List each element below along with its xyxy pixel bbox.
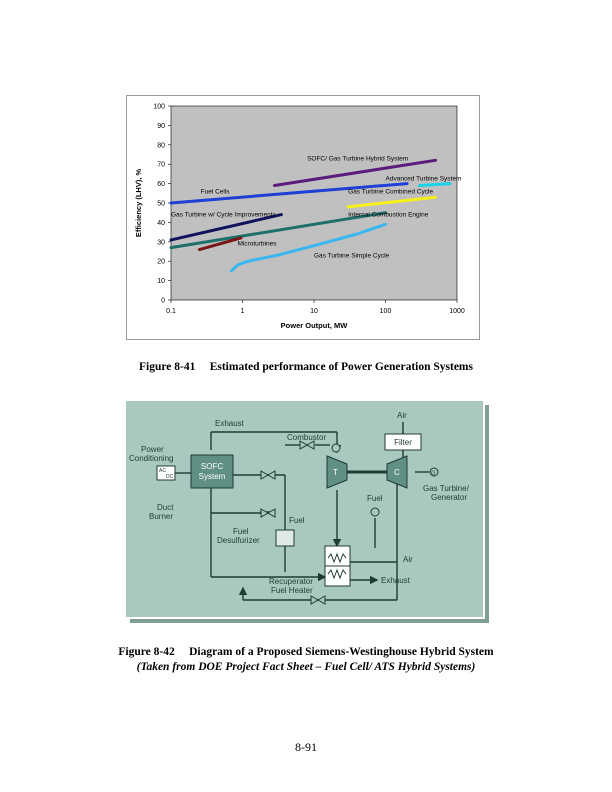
y-tick-label: 60 (157, 181, 165, 189)
gas-turbine-label-2: Generator (431, 493, 468, 502)
sofc-label-1: SOFC (200, 462, 224, 471)
x-tick-label: 1 (240, 308, 245, 315)
y-tick-label: 10 (157, 278, 165, 286)
power-conditioning-label-2: Conditioning (129, 454, 174, 463)
hybrid-system-diagram-svg (125, 400, 489, 623)
figure-8-42-source: (Taken from DOE Project Fact Sheet – Fuel Cell/ ATS Hybrid Systems) (136, 661, 476, 673)
y-tick-label: 50 (157, 200, 165, 208)
x-tick-label: 1000 (449, 308, 465, 315)
x-tick-label: 100 (379, 308, 392, 315)
ac-label: AC (159, 468, 166, 474)
series-annotation: Internal Combustion Engine (348, 211, 429, 219)
hybrid-system-diagram (125, 400, 489, 623)
gas-turbine-label-1: Gas Turbine/ (423, 484, 469, 493)
figure-8-41-title: Estimated performance of Power Generation Systems (209, 361, 473, 373)
exhaust-bottom-label: Exhaust (381, 576, 410, 585)
duct-burner-label-1: Duct (157, 503, 174, 512)
y-tick-label: 30 (157, 239, 165, 247)
efficiency-chart (126, 95, 480, 340)
fuel-desulfurizer-box (276, 530, 294, 546)
figure-8-42-number: Figure 8-42 (118, 646, 175, 658)
generator-label: G (431, 471, 436, 477)
figure-8-42-caption (0, 646, 612, 658)
turbine-label: T (333, 468, 338, 477)
y-tick-label: 0 (161, 297, 165, 305)
series-annotation: Gas Turbine w/ Cycle Improvements (171, 211, 276, 219)
plot-area (171, 106, 457, 300)
series-annotation: SOFC/ Gas Turbine Hybrid System (307, 155, 409, 163)
air-right-label: Air (403, 555, 413, 564)
figure-8-41-number: Figure 8-41 (139, 361, 196, 373)
figure-8-42-title: Diagram of a Proposed Siemens-Westinghouse Hybrid System (189, 646, 494, 658)
power-conditioning-label-1: Power (141, 445, 164, 454)
y-tick-label: 20 (157, 258, 165, 266)
combustor-label: Combustor (287, 433, 327, 442)
duct-burner-label-2: Burner (149, 512, 174, 521)
recuperator-label-2: Fuel Heater (271, 586, 313, 595)
y-tick-label: 90 (157, 122, 165, 130)
series-annotation: Advanced Turbine System (385, 175, 462, 183)
series-annotation: Gas Turbine Combined Cycle (348, 188, 434, 196)
figure-8-41-caption (0, 361, 612, 373)
x-axis-label: Power Output, MW (280, 321, 348, 330)
x-tick-label: 0.1 (166, 308, 176, 315)
series-line-2 (420, 184, 451, 186)
page-number: 8-91 (295, 740, 317, 754)
x-tick-label: 10 (310, 308, 318, 315)
series-annotation: Gas Turbine Simple Cycle (314, 252, 390, 260)
sofc-label-2: System (198, 472, 226, 481)
y-tick-label: 80 (157, 142, 165, 150)
fuel-desulfurizer-label-2: Desulfurizer (217, 536, 260, 545)
fuel-desulfurizer-label-1: Fuel (233, 527, 249, 536)
dc-label: DC (166, 474, 174, 480)
efficiency-chart-svg (127, 96, 479, 339)
series-annotation: Microturbines (237, 240, 277, 248)
fuel-mid-label: Fuel (289, 516, 305, 525)
y-tick-label: 100 (153, 103, 165, 111)
exhaust-top-label: Exhaust (215, 419, 244, 428)
fuel-right-label: Fuel (367, 494, 383, 503)
y-tick-label: 40 (157, 219, 165, 227)
series-annotation: Fuel Cells (200, 188, 230, 196)
compressor-label: C (394, 468, 400, 477)
filter-label: Filter (394, 438, 412, 447)
recuperator-label-1: Recuperator (269, 577, 314, 586)
y-tick-label: 70 (157, 161, 165, 169)
y-axis-label: Efficiency (LHV), % (134, 168, 143, 238)
air-top-label: Air (397, 411, 407, 420)
